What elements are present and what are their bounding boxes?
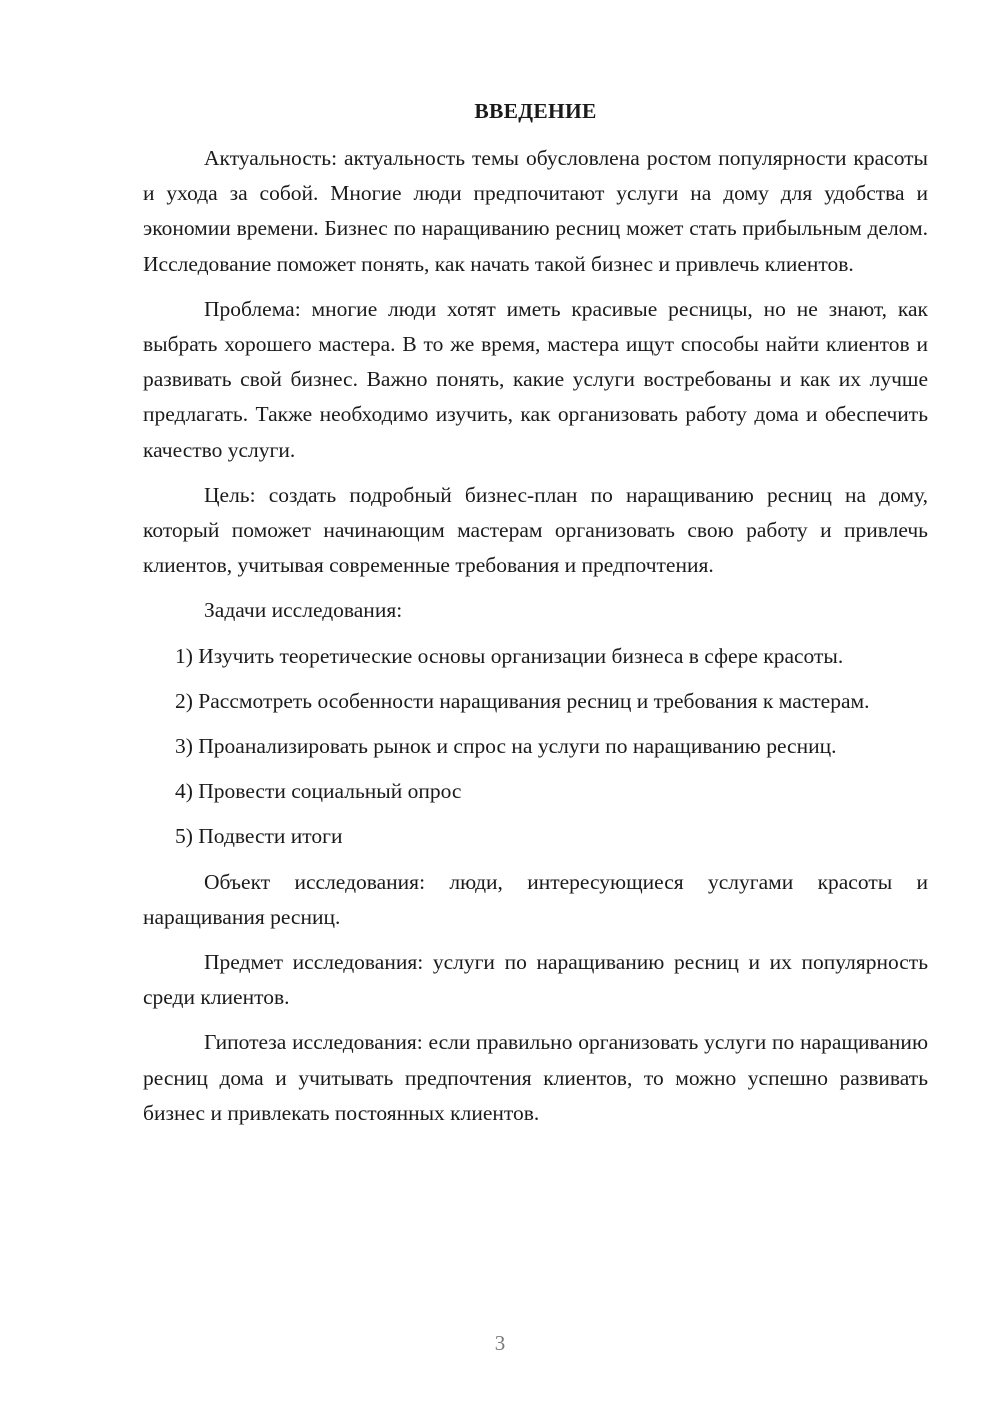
- list-item-task-5: 5) Подвести итоги: [175, 824, 343, 849]
- paragraph-hypothesis: Гипотеза исследования: если правильно организовать услуги по наращиванию ресниц дома и учитывать предпочтения клиентов, то можно успешно развивать бизнес и привлекать постоянных клиентов.: [143, 1030, 928, 1125]
- paragraph-relevance: Актуальность: актуальность темы обусловлена ростом популярности красоты и ухода за собой. Многие люди предпочитают услуги на дому для удобства и экономии времени. Бизнес по наращиванию ресниц может стать прибыльным делом. Исследование поможет понять, как начать такой бизнес и привлечь клиентов.: [143, 146, 928, 276]
- list-item-task-4: 4) Провести социальный опрос: [175, 779, 462, 804]
- paragraph-object: Объект исследования: люди, интересующиеся услугами красоты и наращивания ресниц.: [143, 869, 928, 929]
- paragraph-tasks-heading: Задачи исследования:: [204, 598, 403, 623]
- paragraph-subject: Предмет исследования: услуги по наращиванию ресниц и их популярность среди клиентов.: [143, 950, 928, 1010]
- list-item-task-3: 3) Проанализировать рынок и спрос на услуги по наращиванию ресниц.: [175, 734, 837, 759]
- section-title: ВВЕДЕНИЕ: [474, 99, 597, 123]
- list-item-task-1: 1) Изучить теоретические основы организации бизнеса в сфере красоты.: [175, 643, 844, 668]
- paragraph-problem: Проблема: многие люди хотят иметь красивые ресницы, но не знают, как выбрать хорошего мастера. В то же время, мастера ищут способы найти клиентов и развивать свой бизнес. Важно понять, какие услуги востребованы и как их лучше предлагать. Также необходимо изучить, как организовать работу дома и обеспечить качество услуги.: [143, 296, 928, 462]
- list-item-task-2: 2) Рассмотреть особенности наращивания ресниц и требования к мастерам.: [175, 688, 870, 713]
- paragraph-goal: Цель: создать подробный бизнес-план по наращиванию ресниц на дому, который поможет начинающим мастерам организовать свою работу и привлечь клиентов, учитывая современные требования и предпочтения.: [143, 482, 928, 578]
- page-number: 3: [494, 1331, 506, 1355]
- document-page: [143, 94, 928, 1131]
